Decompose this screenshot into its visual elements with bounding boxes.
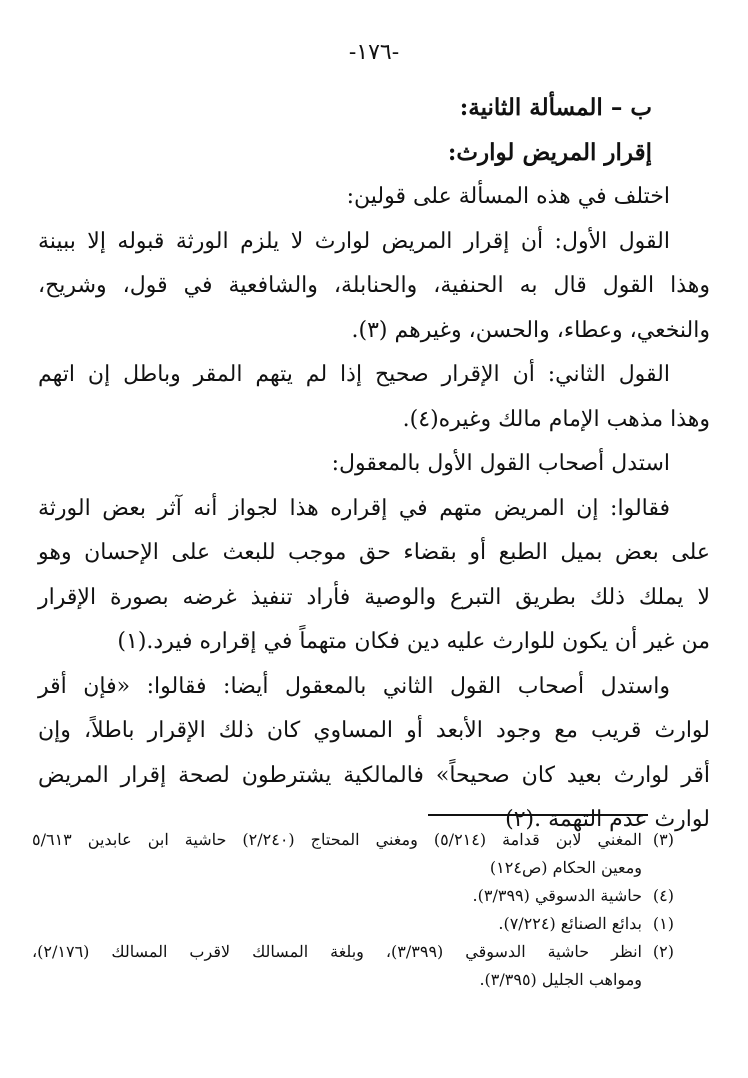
paragraph-line: من غير أن يكون للوارث عليه دين فكان متهماً في إقراره فيرد.(١) [117,629,710,654]
footnote-text: ومعين الحكام (ص١٢٤) [489,858,642,877]
paragraph-line: لا يملك ذلك بطريق التبرع والوصية فأراد تنفيذ غرضه بصورة الإقرار [38,584,710,610]
footnote-number: (١) [652,914,674,933]
footnote [32,910,674,938]
section-heading: ب – المسألة الثانية: [459,94,652,121]
footnote-text: بدائع الصنائع (٧/٢٢٤). [498,914,642,933]
footnote-text: انظر حاشية الدسوقي (٣/٣٩٩)، وبلغة المسالك لاقرب المسالك (٢/١٧٦)، [32,942,643,961]
footnote-number: (٤) [652,886,674,905]
paragraph-line: وهذا القول قال به الحنفية، والحنابلة، والشافعية في قول، وشريح، [38,273,710,298]
page-number: -١٧٦- [348,40,400,65]
paragraph-line: واستدل أصحاب القول الثاني بالمعقول أيضا: فقالوا: «فإن أقر [38,673,670,699]
footnote-text: ومواهب الجليل (٣/٣٩٥). [479,970,642,989]
footnote-text: المغني لابن قدامة (٥/٢١٤) ومغني المحتاج (٢/٢٤٠) حاشية ابن عابدين ٥/٦١٣ [32,830,642,849]
paragraph-line: القول الثاني: أن الإقرار صحيح إذا لم يتهم المقر وباطل إن اتهم [38,362,670,387]
paragraph-line: القول الأول: أن إقرار المريض لوارث لا يلزم الورثة قبوله إلا ببينة [38,228,670,254]
paragraph-line: على بعض بميل الطبع أو بقضاء حق موجب للبعث على الإحسان وهو [38,540,710,565]
footnote [32,938,674,994]
paragraph-line: والنخعي، وعطاء، والحسن، وغيرهم (٣). [351,317,710,343]
footnote-divider [428,814,648,816]
paragraph-line: اختلف في هذه المسألة على قولين: [346,184,670,209]
subheading: إقرار المريض لوارث: [447,138,652,166]
footnote [32,826,674,882]
footnote [32,882,674,910]
paragraph-line: أقر لوارث بعيد كان صحيحاً» فالمالكية يشترطون لصحة إقرار المريض [38,762,710,788]
paragraph-line: فقالوا: إن المريض متهم في إقراره هذا لجواز أنه آثر بعض الورثة [38,495,670,521]
paragraph-line: وهذا مذهب الإمام مالك وغيره(٤). [402,406,710,432]
footnote-number: (٣) [652,830,674,849]
paragraph-line: استدل أصحاب القول الأول بالمعقول: [331,451,670,476]
main-text [38,86,710,843]
paragraph-line: لوارث عدم التهمة .(٢) [505,807,710,832]
paragraph-line: لوارث قريب مع وجود الأبعد أو المساوي كان ذلك الإقرار باطلاً، وإن [38,718,710,743]
footnote-text: حاشية الدسوقي (٣/٣٩٩). [472,886,642,905]
footnotes [32,826,674,994]
footnote-number: (٢) [652,942,674,961]
